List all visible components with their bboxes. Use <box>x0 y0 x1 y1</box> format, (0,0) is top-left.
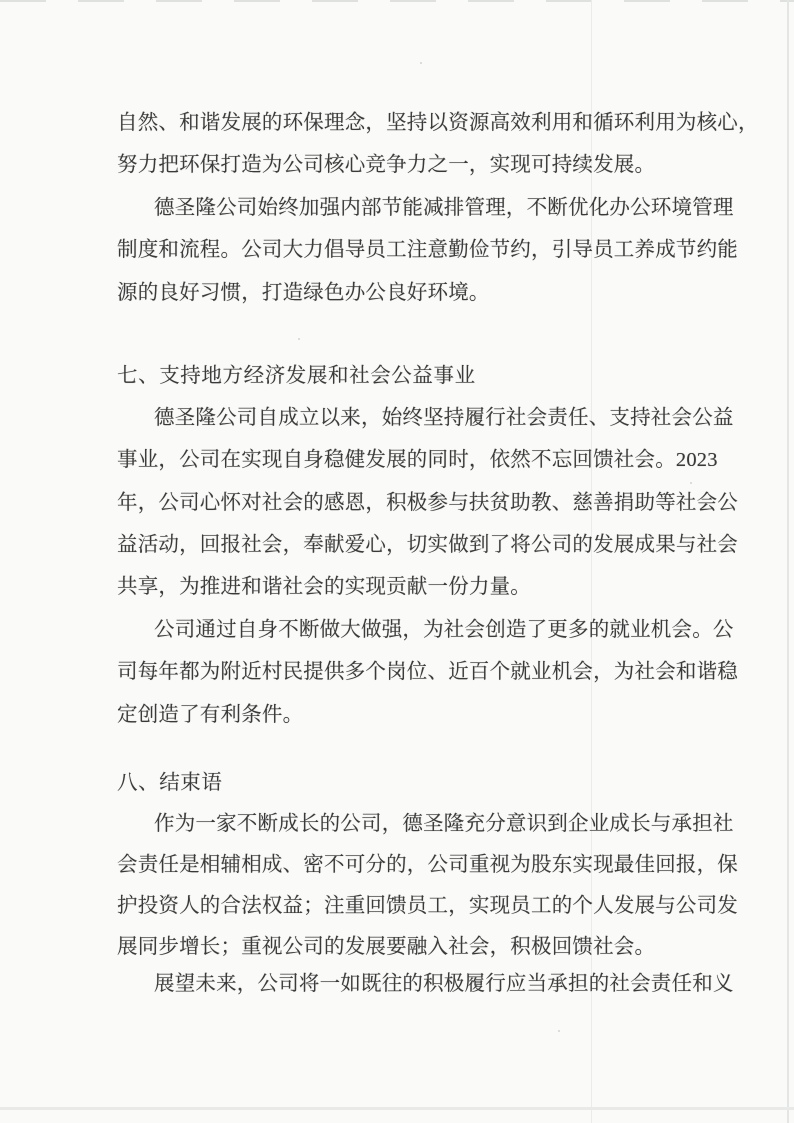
text-line: 定创造了有利条件。 <box>117 703 304 726</box>
text-line: 源的良好习惯，打造绿色办公良好环境。 <box>117 281 490 304</box>
text-line: 共享，为推进和谐社会的实现贡献一份力量。 <box>117 576 531 599</box>
text-line: 德圣隆公司自成立以来，始终坚持履行社会责任、支持社会公益 <box>154 407 734 429</box>
section-heading-7: 七、支持地方经济发展和社会公益事业 <box>117 365 476 387</box>
text-line: 努力把环保打造为公司核心竞争力之一，实现可持续发展。 <box>117 154 656 177</box>
text-line: 司每年都为附近村民提供多个岗位、近百个就业机会，为社会和谐稳 <box>117 661 738 684</box>
paragraph-outlook <box>117 963 734 1005</box>
scan-speck <box>558 1030 560 1032</box>
text-line: 展同步增长；重视公司的发展要融入社会，积极回馈社会。 <box>117 936 656 958</box>
paragraph-conclusion <box>117 804 738 968</box>
text-line: 事业，公司在实现自身稳健发展的同时，依然不忘回馈社会。2023 <box>117 449 718 472</box>
scan-speck <box>420 62 422 64</box>
text-line: 作为一家不断成长的公司，德圣隆充分意识到企业成长与承担社 <box>154 813 734 835</box>
text-line: 公司通过自身不断做大做强，为社会创造了更多的就业机会。公 <box>154 619 734 641</box>
scan-right-edge <box>787 0 789 1123</box>
scan-speck <box>690 482 692 484</box>
paragraph-public-welfare <box>117 397 738 608</box>
text-line: 会责任是相辅相成、密不可分的，公司重视为股东实现最佳回报，保 <box>117 854 738 876</box>
text-line: 德圣隆公司始终加强内部节能减排管理，不断优化办公环境管理 <box>154 197 734 219</box>
text-line: 护投资人的合法权益；注重回馈员工，实现员工的个人发展与公司发 <box>117 895 738 917</box>
paragraph-energy-saving <box>117 187 738 314</box>
paragraph-employment <box>117 609 738 736</box>
scan-bottom-edge <box>0 1107 794 1110</box>
text-line: 益活动，回报社会，奉献爱心，切实做到了将公司的发展成果与社会 <box>117 533 738 556</box>
text-line: 展望未来，公司将一如既往的积极履行应当承担的社会责任和义 <box>154 973 734 995</box>
paragraph-environment <box>117 102 759 187</box>
scan-speck <box>298 338 300 340</box>
text-line: 自然、和谐发展的环保理念，坚持以资源高效利用和循环利用为核心， <box>117 112 759 134</box>
text-line: 制度和流程。公司大力倡导员工注意勤俭节约，引导员工养成节约能 <box>117 239 738 262</box>
section-heading-8: 八、结束语 <box>117 772 223 794</box>
scan-top-edge <box>0 0 794 2</box>
text-line: 年，公司心怀对社会的感恩，积极参与扶贫助教、慈善捐助等社会公 <box>117 491 738 514</box>
